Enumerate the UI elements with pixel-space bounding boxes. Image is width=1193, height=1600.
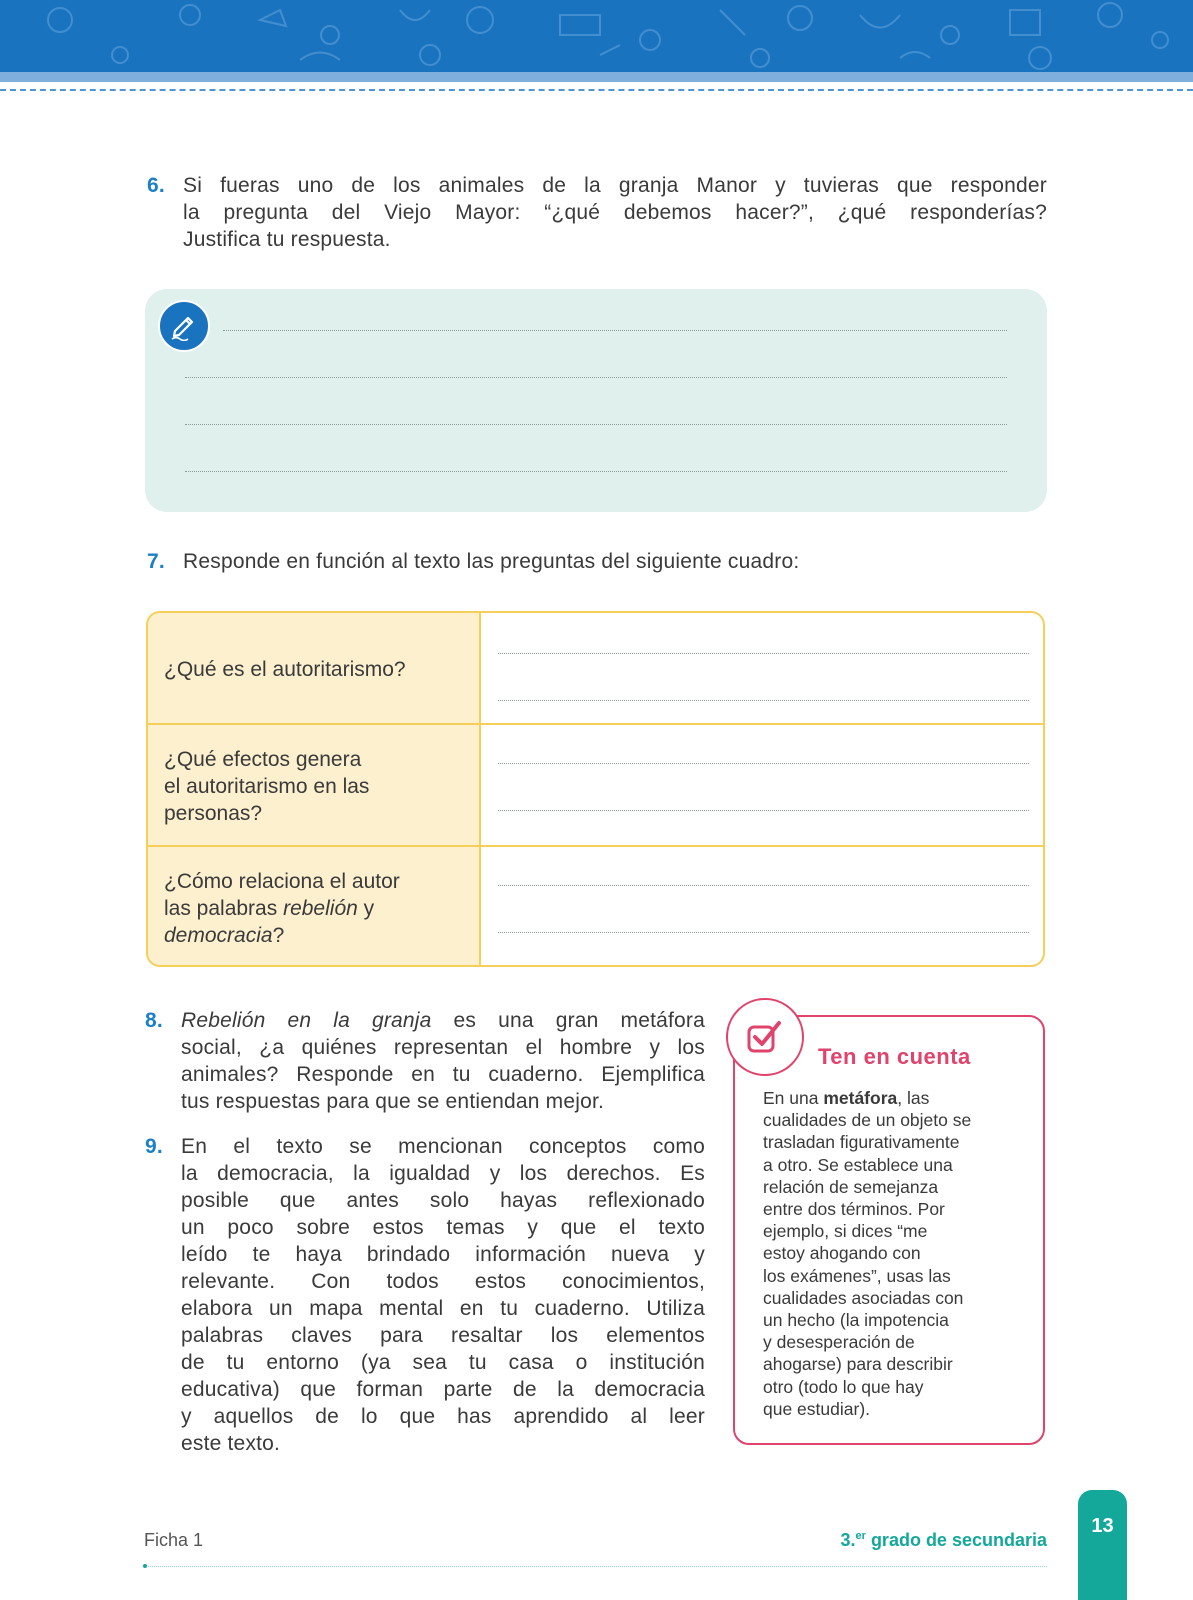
question-text-line: relevante. Con todos estos conocimientos,: [181, 1270, 705, 1293]
answer-line[interactable]: [498, 885, 1029, 886]
question-text-line: educativa) que forman parte de la democracia: [181, 1378, 705, 1401]
table-row: [148, 723, 1045, 845]
answer-line[interactable]: [498, 932, 1029, 933]
question-text: Responde en función al texto las preguntas del siguiente cuadro:: [183, 550, 800, 573]
answer-line[interactable]: [185, 471, 1007, 472]
tip-text-line: cualidades de un objeto se: [763, 1110, 972, 1131]
question-text-line: social, ¿a quiénes representan el hombre y los: [181, 1036, 705, 1059]
answer-line[interactable]: [223, 330, 1007, 331]
question-number: 7.: [147, 550, 165, 573]
question-text-line: un poco sobre estos temas y que el texto: [181, 1216, 705, 1239]
header-strip: [0, 72, 1193, 82]
grade-ordinal: er: [855, 1530, 866, 1542]
table-question-line: el autoritarismo en las: [164, 775, 370, 798]
question-text-line: [181, 1007, 705, 1034]
question-text-line: En el texto se mencionan conceptos como: [181, 1135, 705, 1158]
page-number-tab: [1078, 1490, 1127, 1600]
tip-text-line: trasladan figurativamente: [763, 1132, 960, 1153]
question-number: 6.: [147, 174, 165, 197]
table-question-fragment: y: [357, 897, 375, 920]
checkbox-icon: [726, 998, 804, 1076]
answer-line[interactable]: [498, 763, 1029, 764]
question-text-line: Si fueras uno de los animales de la granja Manor y tuvieras que responder: [183, 174, 1047, 197]
grade-number: 3.: [840, 1530, 856, 1550]
pencil-icon: [158, 300, 210, 352]
tip-text-line: y desesperación de: [763, 1332, 915, 1353]
tip-text-fragment: , las: [897, 1088, 930, 1108]
question-text-line: la democracia, la igualdad y los derechos. Es: [181, 1162, 705, 1185]
tip-text-line: ahogarse) para describir: [763, 1354, 953, 1375]
answer-line[interactable]: [185, 377, 1007, 378]
question-text-line: palabras claves para resaltar los elementos: [181, 1324, 705, 1347]
footer-dot: [143, 1564, 147, 1568]
answer-box[interactable]: [145, 289, 1047, 512]
doodle-pattern: [0, 0, 1193, 72]
table-question-text: ¿Qué es el autoritarismo?: [164, 658, 406, 681]
tip-text-line: estoy ahogando con: [763, 1243, 921, 1264]
table-question-line: personas?: [164, 802, 263, 825]
question-text-line: elabora un mapa mental en tu cuaderno. Utiliza: [181, 1297, 705, 1320]
question-9: [145, 1133, 705, 1457]
italic-term: rebelión: [283, 897, 358, 920]
question-text-line: y aquellos de lo que has aprendido al leer: [181, 1405, 705, 1428]
tip-text-line: a otro. Se establece una: [763, 1154, 953, 1175]
answer-line[interactable]: [498, 810, 1029, 811]
table-question-line: ¿Cómo relaciona el autor: [164, 870, 400, 893]
tip-keyword: metáfora: [823, 1088, 898, 1108]
question-text-line: posible que antes solo hayas reflexionado: [181, 1189, 705, 1212]
question-text-line: tus respuestas para que se entiendan mejor.: [181, 1090, 605, 1113]
question-table: [146, 611, 1045, 967]
table-question-fragment: ?: [272, 924, 285, 947]
table-question-cell: [148, 847, 481, 967]
question-text-line: animales? Responde en tu cuaderno. Ejemplifica: [181, 1063, 705, 1086]
table-row: [148, 845, 1045, 967]
question-text-line: leído te haya brindado información nueva y: [181, 1243, 705, 1266]
tip-text-line: otro (todo lo que hay: [763, 1376, 924, 1397]
footer-grade-label: [841, 1530, 1047, 1551]
question-6: [147, 172, 1047, 253]
question-number: 8.: [145, 1009, 163, 1032]
question-number: 9.: [145, 1135, 163, 1158]
tip-text: [763, 1087, 1021, 1420]
question-text-fragment: es una gran metáfora: [431, 1009, 705, 1032]
table-question-line: ¿Qué efectos genera: [164, 748, 362, 771]
question-text-line: este texto.: [181, 1432, 281, 1455]
tip-text-line: relación de semejanza: [763, 1176, 939, 1197]
page-number: 13: [1091, 1515, 1114, 1537]
table-row: [148, 613, 1045, 723]
tip-text-line: los exámenes”, usas las: [763, 1265, 951, 1286]
footer-divider: [144, 1566, 1047, 1567]
italic-term: democracia: [164, 924, 273, 947]
table-question-cell: [148, 725, 481, 845]
tip-text-line: cualidades asociadas con: [763, 1287, 964, 1308]
tip-title: Ten en cuenta: [818, 1044, 971, 1069]
question-text-line: la pregunta del Viejo Mayor: “¿qué debemos hacer?”, ¿qué responderías?: [183, 201, 1047, 224]
book-title: Rebelión en la granja: [181, 1009, 432, 1032]
table-question-text: [164, 868, 400, 949]
answer-line[interactable]: [498, 700, 1029, 701]
table-question-cell: [148, 613, 481, 723]
tip-text-line: un hecho (la impotencia: [763, 1310, 949, 1331]
header-banner: [0, 0, 1193, 72]
header-dashed-divider: [0, 89, 1193, 91]
footer-sheet-label: Ficha 1: [144, 1530, 204, 1550]
question-text-line: Justifica tu respuesta.: [183, 228, 391, 251]
tip-text-line: entre dos términos. Por: [763, 1199, 945, 1220]
tip-text-line: que estudiar).: [763, 1398, 871, 1419]
question-7: [147, 548, 1047, 575]
table-question-text: [164, 746, 369, 827]
tip-text-fragment: En una: [763, 1088, 824, 1108]
question-8: [145, 1007, 705, 1115]
table-question-fragment: las palabras: [164, 897, 284, 920]
answer-line[interactable]: [185, 424, 1007, 425]
question-text-line: de tu entorno (ya sea tu casa o institución: [181, 1351, 705, 1374]
answer-line[interactable]: [498, 653, 1029, 654]
tip-text-line: ejemplo, si dices “me: [763, 1221, 928, 1242]
grade-text: grado de secundaria: [865, 1530, 1047, 1550]
